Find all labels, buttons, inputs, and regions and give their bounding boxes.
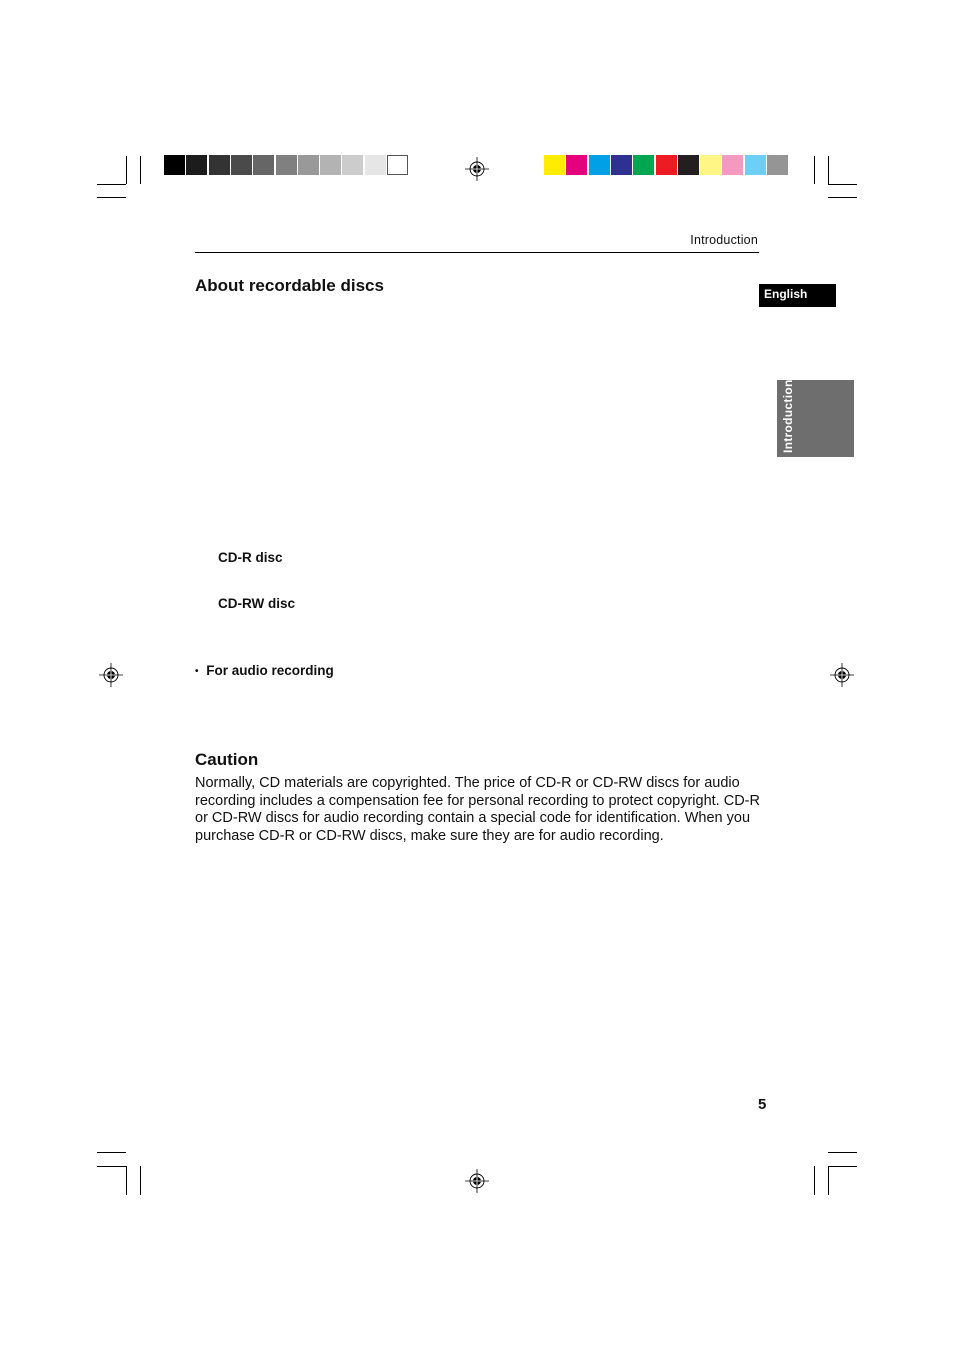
registration-mark-icon	[830, 663, 854, 687]
chapter-side-tab	[777, 380, 854, 457]
list-item	[195, 663, 334, 678]
running-header: Introduction	[690, 233, 758, 247]
caution-heading: Caution	[195, 750, 259, 769]
caution-paragraph: Normally, CD materials are copyrighted. The price of CD-R or CD-RW discs for audio recording includes a compensation fee for personal recording to protect copyright. CD-R or CD-RW discs for audio recording contain a special code for identification. When you purchase CD-R or CD-RW discs, make sure they are for audio recording.	[195, 775, 760, 845]
color-swatch	[745, 155, 766, 175]
color-swatch	[633, 155, 654, 175]
registration-mark-icon	[465, 1169, 489, 1193]
color-swatch	[365, 155, 386, 175]
color-swatch	[231, 155, 252, 175]
color-swatch	[253, 155, 274, 175]
registration-mark-icon	[99, 663, 123, 687]
color-swatch	[276, 155, 297, 175]
crop-mark	[97, 197, 126, 198]
color-swatch	[589, 155, 610, 175]
color-swatch	[700, 155, 721, 175]
color-swatch	[387, 155, 408, 175]
color-swatch	[320, 155, 341, 175]
page-number: 5	[758, 1096, 767, 1113]
crop-mark	[828, 1152, 857, 1153]
color-swatch	[678, 155, 699, 175]
crop-mark	[140, 156, 141, 184]
crop-mark	[814, 1166, 815, 1195]
crop-mark	[140, 1166, 141, 1195]
color-swatch	[342, 155, 363, 175]
crop-mark	[828, 156, 829, 184]
color-swatch	[209, 155, 230, 175]
language-tab: English	[759, 284, 836, 307]
color-swatch	[566, 155, 587, 175]
chapter-side-tab-label: Introduction	[781, 379, 795, 453]
header-rule	[195, 252, 759, 253]
color-swatch	[298, 155, 319, 175]
cd-rw-disc-subheading: CD-RW disc	[218, 596, 296, 611]
crop-mark	[814, 156, 815, 184]
crop-mark	[126, 1166, 127, 1195]
color-swatch	[544, 155, 565, 175]
crop-mark	[97, 1166, 126, 1167]
crop-mark	[828, 197, 857, 198]
crop-mark	[828, 184, 857, 185]
color-swatch	[656, 155, 677, 175]
color-swatch	[722, 155, 743, 175]
crop-mark	[97, 1152, 126, 1153]
registration-mark-icon	[465, 157, 489, 181]
color-swatch	[611, 155, 632, 175]
bullet-icon: •	[195, 666, 199, 677]
crop-mark	[828, 1166, 857, 1167]
bullet-label: For audio recording	[206, 663, 334, 678]
crop-mark	[126, 156, 127, 184]
color-swatch	[767, 155, 788, 175]
section-heading: About recordable discs	[195, 276, 384, 295]
crop-mark	[97, 184, 126, 185]
color-swatch	[164, 155, 185, 175]
cd-r-disc-subheading: CD-R disc	[218, 550, 283, 565]
color-swatch	[186, 155, 207, 175]
crop-mark	[828, 1166, 829, 1195]
